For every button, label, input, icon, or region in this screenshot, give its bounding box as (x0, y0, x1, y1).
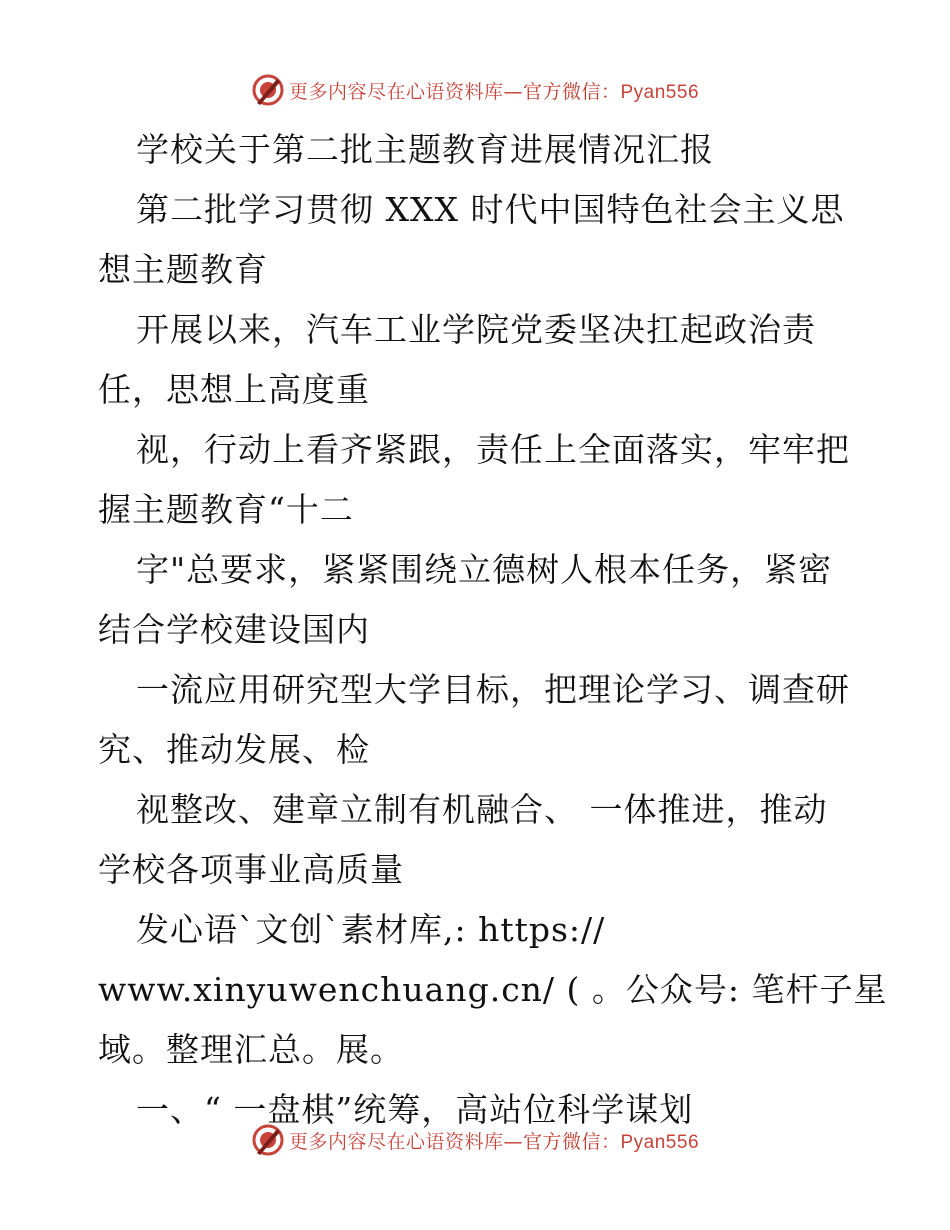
paragraph-line: 一流应用研究型大学目标，把理论学习、调查研 (136, 670, 850, 709)
watermark-wechat-id: Pyan556 (620, 1131, 700, 1153)
watermark-main: 更多内容尽在心语资料库 (288, 1130, 504, 1153)
section-heading: 一、“ 一盘棋”统筹，高站位科学谋划 (136, 1090, 694, 1129)
header-watermark (0, 70, 950, 110)
watermark-main: 更多内容尽在心语资料库 (288, 80, 504, 103)
watermark-official-label: 官方微信： (522, 1130, 621, 1153)
watermark-separator: — (503, 80, 523, 103)
watermark-separator: — (503, 1130, 523, 1153)
paragraph-line: 任，思想上高度重 (98, 370, 370, 409)
paragraph-line: 字"总要求，紧紧围绕立德树人根本任务，紧密 (136, 550, 833, 589)
paragraph-line: 究、推动发展、检 (98, 730, 370, 769)
paragraph-line: www.xinyuwenchuang.cn/ ( 。公众号: 笔杆子星 (98, 970, 888, 1009)
document-title: 学校关于第二批主题教育进展情况汇报 (136, 130, 714, 169)
paragraph-line: 视，行动上看齐紧跟，责任上全面落实，牢牢把 (136, 430, 850, 469)
watermark-wechat-id: Pyan556 (620, 81, 700, 103)
watermark-text (289, 77, 699, 104)
paragraph-line: 结合学校建设国内 (98, 610, 370, 649)
quill-seal-icon (251, 73, 285, 107)
watermark-official-label: 官方微信： (522, 80, 621, 103)
paragraph-line: 想主题教育 (98, 250, 268, 289)
paragraph-line: 视整改、建章立制有机融合、 一体推进，推动 (136, 790, 828, 829)
paragraph-line: 第二批学习贯彻 XXX 时代中国特色社会主义思 (136, 190, 845, 229)
footer-watermark (0, 1120, 950, 1160)
watermark-text (289, 1127, 699, 1154)
paragraph-line: 域。整理汇总。展。 (98, 1030, 404, 1069)
document-body (98, 120, 888, 1140)
quill-seal-icon (251, 1123, 285, 1157)
paragraph-line: 发心语`文创`素材库,: https:// (136, 910, 606, 949)
paragraph-line: 学校各项事业高质量 (98, 850, 404, 889)
paragraph-line: 开展以来，汽车工业学院党委坚决扛起政治责 (136, 310, 816, 349)
paragraph-line: 握主题教育“十二 (98, 490, 354, 529)
